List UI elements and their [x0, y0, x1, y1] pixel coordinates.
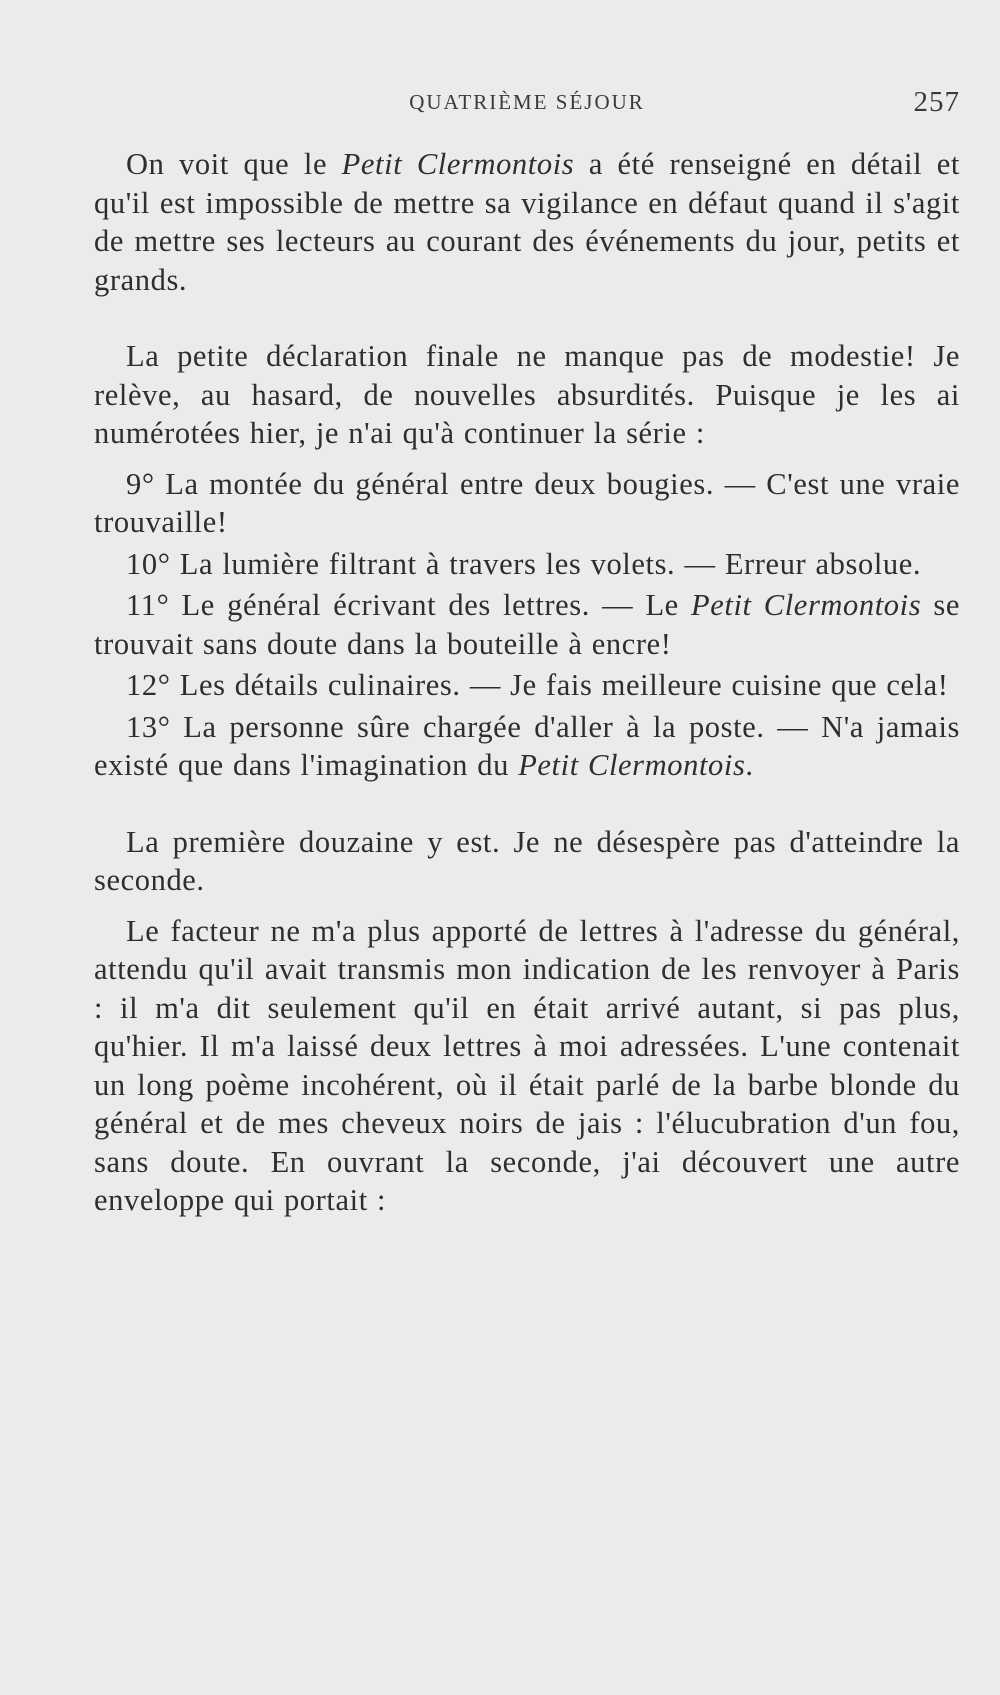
- newspaper-title: Petit Clermontois: [691, 588, 922, 622]
- list-item-12: 12° Les détails culinaires. — Je fais meilleure cuisine que cela!: [126, 668, 949, 702]
- body-text: [94, 145, 960, 1220]
- running-title: QUATRIÈME SÉJOUR: [409, 90, 645, 114]
- list-item-11-text-a: 11° Le général écrivant des lettres. — Le: [126, 588, 692, 622]
- newspaper-title: Petit Clermontois: [518, 748, 746, 782]
- paragraph-4: Le facteur ne m'a plus apporté de lettres à l'adresse du général, attendu qu'il avait transmis mon indication de les renvoyer à Paris : il m'a dit seulement qu'il en était arrivé autant, si pas plus, qu'hier. Il m'a laissé deux lettres à moi adressées. L'une contenait un long poème incohérent, où il était parlé de la barbe blonde du général et de mes cheveux noirs de jais : l'élucubration d'un fou, sans doute. En ouvrant la seconde, j'ai découvert une autre enveloppe qui portait :: [94, 913, 960, 1217]
- list-item-11: [94, 586, 960, 663]
- paragraph-1-text-a: On voit que le: [126, 147, 342, 181]
- list-item-13: [94, 708, 960, 785]
- paragraph-2: La petite déclaration finale ne manque pas de modestie! Je relève, au hasard, de nouvelles absurdités. Puisque je les ai numérotées hier, je n'ai qu'à continuer la série :: [94, 339, 960, 450]
- list-item-13-text-a: 13° La personne sûre chargée d'aller à la poste. — N'a jamais existé que dans l'imagination du: [94, 709, 960, 782]
- page-number: 257: [913, 86, 960, 118]
- paragraph-1-text-c: a été renseigné en détail et qu'il est impossible de mettre sa vigilance en défaut quand il s'agit de mettre ses lecteurs au courant des événements du jour, petits et grands.: [94, 147, 960, 297]
- running-head: [94, 86, 960, 126]
- list-item-10: 10° La lumière filtrant à travers les volets. — Erreur absolue.: [126, 546, 922, 581]
- list-item-13-text-c: .: [745, 748, 754, 782]
- list-item-11-text-c: se trouvait sans doute dans la bouteille à encre!: [94, 588, 960, 661]
- newspaper-title: Petit Clermontois: [341, 147, 575, 181]
- paragraph-3: La première douzaine y est. Je ne désespère pas d'atteindre la seconde.: [94, 824, 960, 897]
- list-item-9: 9° La montée du général entre deux bougies. — C'est une vraie trouvaille!: [94, 466, 960, 539]
- paragraph-1: [94, 145, 960, 299]
